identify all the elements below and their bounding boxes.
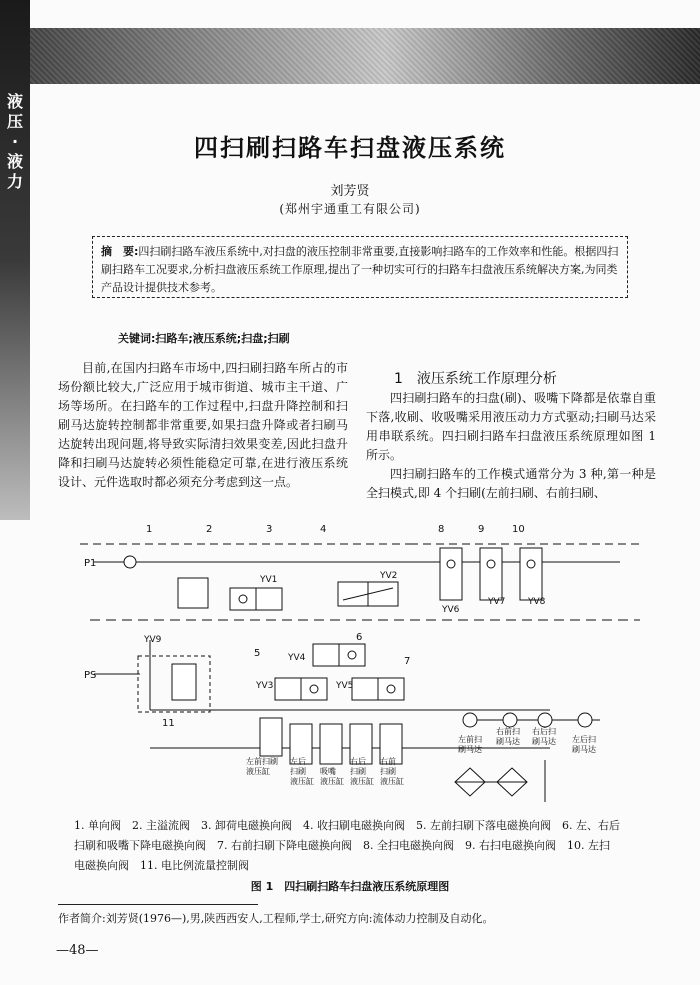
valve-label: YV7	[488, 597, 506, 607]
valve-label: YV8	[528, 597, 546, 607]
cylinder-label: 液压缸	[320, 777, 344, 786]
callout-label: 3	[266, 524, 273, 535]
valve-label: YV6	[442, 605, 460, 615]
author-name: 刘芳贤	[330, 184, 370, 199]
callout-label: 10	[512, 524, 525, 535]
cylinder-label: 吸嘴	[320, 767, 336, 776]
cylinder-label: 扫刷	[290, 767, 306, 776]
cylinder-label: 扫刷	[350, 767, 366, 776]
motor-label: 左后扫	[572, 735, 596, 744]
motor-label: 左前扫	[458, 735, 482, 744]
article-title: 四扫刷扫路车扫盘液压系统	[194, 134, 506, 162]
valve-label: YV3	[256, 681, 274, 691]
valve-label: YV2	[380, 571, 398, 581]
valve-label: YV5	[336, 681, 354, 691]
valve-label: YV9	[144, 635, 162, 645]
motor-label: 刷马达	[532, 737, 556, 746]
figure-legend	[74, 816, 644, 876]
callout-label: 9	[478, 524, 485, 535]
callout-label: 2	[206, 524, 213, 535]
right-column	[366, 370, 656, 503]
author-affiliation: (郑州宇通重工有限公司)	[279, 202, 421, 216]
motor-label: 右后扫	[532, 727, 556, 736]
section-side-bar	[0, 0, 30, 520]
body-paragraph: 四扫刷扫路车的扫盘(刷)、吸嘴下降都是依靠自重下落,收刷、收吸嘴采用液压动力方式驱动;扫刷马达采用串联系统。四扫刷扫路车扫盘液压系统原理如图 1 所示。	[366, 391, 656, 462]
section-heading: 1 液压系统工作原理分析	[394, 371, 557, 387]
motor-label: 右前扫	[496, 727, 520, 736]
cylinder-label: 右后	[350, 757, 366, 766]
abstract-label: 摘 要:	[101, 245, 139, 258]
cylinder-label: 扫刷	[380, 767, 396, 776]
motor-label: 刷马达	[458, 745, 482, 754]
callout-label: 7	[404, 656, 411, 667]
legend-line: 电磁换向阀 11. 电比例流量控制阀	[74, 859, 249, 872]
cylinder-label: 右前	[380, 757, 396, 766]
cylinder-label: 液压缸	[290, 777, 314, 786]
port-label: P1	[84, 558, 97, 569]
cylinder-label: 左后	[290, 757, 306, 766]
section-label: 液压·液力	[6, 92, 23, 191]
page-number: —48—	[56, 943, 99, 958]
motor-label: 刷马达	[496, 737, 520, 746]
legend-line: 1. 单向阀 2. 主溢流阀 3. 卸荷电磁换向阀 4. 收扫刷电磁换向阀 5. 左前扫刷下落电磁换向阀 6. 左、右后	[74, 819, 620, 832]
callout-label: 6	[356, 632, 363, 643]
keywords-label: 关键词:	[118, 332, 156, 345]
callout-label: 5	[254, 648, 261, 659]
valve-label: YV4	[288, 653, 306, 663]
legend-line: 扫刷和吸嘴下降电磁换向阀 7. 右前扫刷下降电磁换向阀 8. 全扫电磁换向阀 9. 右扫电磁换向阀 10. 左扫	[74, 839, 610, 852]
header-banner	[0, 28, 700, 84]
valve-label: YV1	[260, 575, 278, 585]
callout-label: 8	[438, 524, 445, 535]
port-label: PS	[84, 670, 97, 681]
hydraulic-schematic	[80, 520, 640, 810]
motor-label: 刷马达	[572, 745, 596, 754]
footnote-divider	[58, 904, 258, 905]
cylinder-label: 液压缸	[246, 767, 270, 776]
body-paragraph: 四扫刷扫路车的工作模式通常分为 3 种,第一种是全扫模式,即 4 个扫刷(左前扫刷、右前扫刷、	[366, 467, 656, 500]
author-footnote: 作者简介:刘芳贤(1976—),男,陕西西安人,工程师,学士,研究方向:流体动力控制及自动化。	[58, 912, 494, 925]
callout-label: 11	[162, 718, 175, 729]
keywords	[118, 330, 290, 346]
figure-caption: 图 1 四扫刷扫路车扫盘液压系统原理图	[250, 880, 450, 893]
cylinder-label: 液压缸	[350, 777, 374, 786]
cylinder-label: 液压缸	[380, 777, 404, 786]
cylinder-label: 左前扫刷	[246, 757, 278, 766]
abstract-box	[92, 236, 628, 298]
callout-label: 1	[146, 524, 153, 535]
keywords-text: 扫路车;液压系统;扫盘;扫刷	[155, 332, 290, 345]
abstract-text: 四扫刷扫路车液压系统中,对扫盘的液压控制非常重要,直接影响扫路车的工作效率和性能。根据四扫刷扫路车工况要求,分析扫盘液压系统工作原理,提出了一种切实可行的扫路车扫盘液压系统解决方案,为同类产品设计提供技术参考。	[101, 245, 619, 294]
callout-label: 4	[320, 524, 327, 535]
left-column	[58, 359, 348, 492]
intro-paragraph: 目前,在国内扫路车市场中,四扫刷扫路车所占的市场份额比较大,广泛应用于城市街道、城市主干道、广场等场所。在扫路车的工作过程中,扫盘升降控制和扫刷马达旋转控制都非常重要,如果扫盘升降或者扫刷马达旋转出现问题,将导致实际清扫效果变差,因此扫盘升降和扫刷马达旋转必须性能稳定可靠,在进行液压系统设计、元件选取时都必须充分考虑到这一点。	[58, 361, 348, 489]
